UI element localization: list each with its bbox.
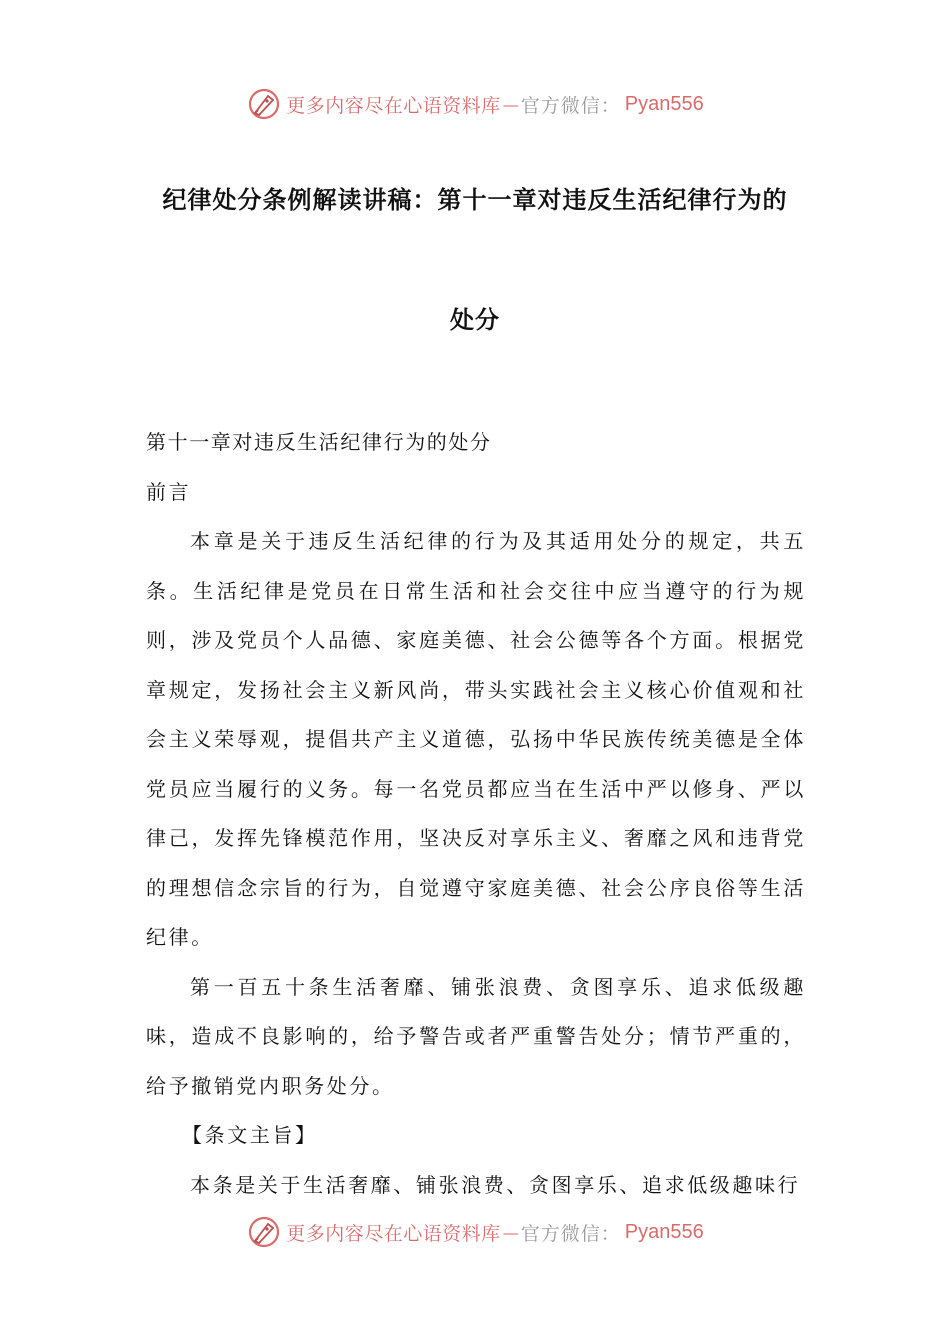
watermark-dash: — bbox=[502, 94, 519, 114]
pen-nib-circle-icon bbox=[246, 1214, 282, 1250]
watermark-dash: — bbox=[502, 1222, 519, 1242]
body-paragraph: 本章是关于违反生活纪律的行为及其适用处分的规定，共五条。生活纪律是党员在日常生活和社会交往中应当遵守的行为规则，涉及党员个人品德、家庭美德、社会公德等各个方面。根据党章规定，发扬社会主义新风尚，带头实践社会主义核心价值观和社会主义荣辱观，提倡共产主义道德，弘扬中华民族传统美德是全体党员应当履行的义务。每一名党员都应当在生活中严以修身、严以律己，发挥先锋模范作用，坚决反对享乐主义、奢靡之风和违背党的理想信念宗旨的行为，自觉遵守家庭美德、社会公序良俗等生活纪律。 bbox=[146, 529, 806, 949]
body-paragraph: 本条是关于生活奢靡、铺张浪费、贪图享乐、追求低级趣味行 bbox=[190, 1172, 801, 1197]
watermark-header bbox=[0, 84, 950, 124]
body-paragraph: 第一百五十条生活奢靡、铺张浪费、贪图享乐、追求低级趣味，造成不良影响的，给予警告或者严重警告处分；情节严重的，给予撤销党内职务处分。 bbox=[146, 974, 806, 1098]
preface-heading: 前言 bbox=[146, 479, 192, 504]
watermark-footer bbox=[0, 1212, 950, 1252]
watermark-account-id: Pyan556 bbox=[624, 1220, 704, 1243]
document-title-line-2: 处分 bbox=[450, 306, 500, 334]
document-title-line-1: 纪律处分条例解读讲稿：第十一章对违反生活纪律行为的 bbox=[162, 186, 788, 214]
document-body bbox=[146, 418, 806, 1210]
chapter-heading: 第十一章对违反生活纪律行为的处分 bbox=[146, 430, 492, 454]
watermark-account-id: Pyan556 bbox=[624, 92, 704, 115]
section-label: 【条文主旨】 bbox=[182, 1123, 318, 1147]
watermark-brand-text: 更多内容尽在心语资料库 bbox=[286, 1222, 501, 1245]
watermark-label-text: 官方微信： bbox=[520, 94, 621, 117]
watermark-brand-text: 更多内容尽在心语资料库 bbox=[286, 94, 501, 117]
pen-nib-circle-icon bbox=[246, 86, 282, 122]
watermark-label-text: 官方微信： bbox=[520, 1222, 621, 1245]
